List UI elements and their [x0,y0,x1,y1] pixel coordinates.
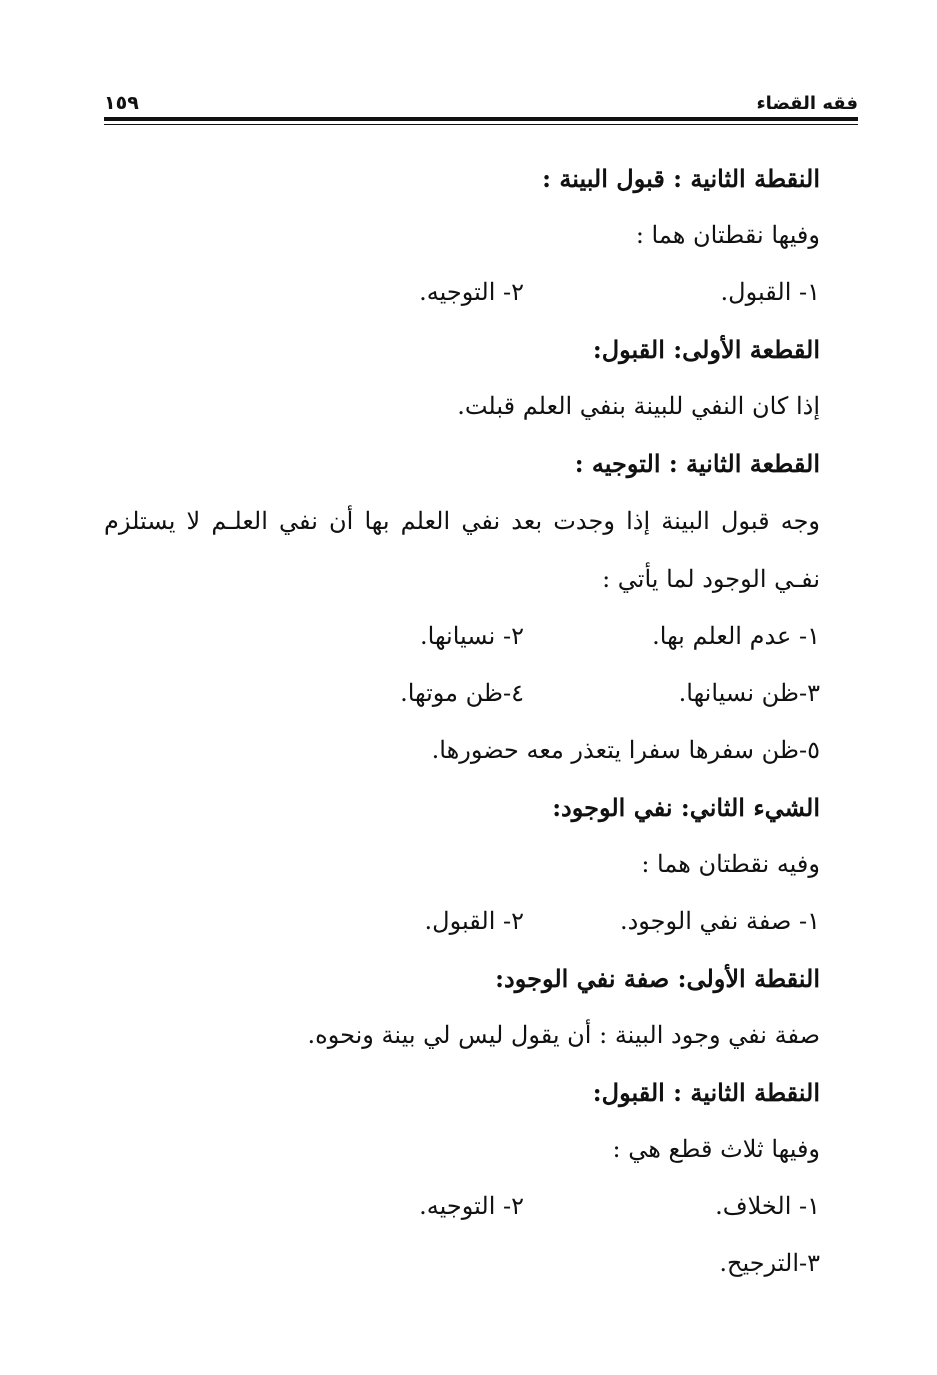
list-row-2 [104,608,820,665]
heading-first-point-negation-form: النقطة الأولى: صفة نفي الوجود: [495,964,820,993]
list-row-5 [104,1178,820,1235]
list-item-direction-2: ٢- التوجيه. [419,1192,524,1220]
list-item-acceptance-2: ٢- القبول. [424,907,524,935]
list-item-assumed-travel: ٥-ظن سفرها سفرا يتعذر معه حضورها. [431,736,820,764]
list-item-preference: ٣-الترجيح. [719,1249,820,1277]
list-item-disagreement: ١- الخلاف. [715,1192,820,1220]
heading-first-piece-acceptance: القطعة الأولى: القبول: [592,335,820,364]
page-body [104,150,820,1292]
heading-second-piece-direction: القطعة الثانية : التوجيه : [574,449,820,478]
list-row-4 [104,893,820,950]
list-row-1 [104,264,820,321]
paragraph-direction-explanation: وجه قبول البينة إذا وجدت بعد نفي العلم بها أن نفي العلـم لا يستلزم نفـي الوجود لما يأتي : [104,507,820,593]
running-title: فقه القضاء [756,93,858,114]
heading-second-thing-negation: الشيء الثاني: نفي الوجود: [552,793,820,822]
heading-second-point-acceptance-2: النقطة الثانية : القبول: [592,1078,820,1107]
running-header [104,84,858,114]
paragraph-three-pieces: وفيها ثلاث قطع هي : [612,1135,820,1163]
list-item-direction: ٢- التوجيه. [419,278,524,306]
list-item-acceptance: ١- القبول. [720,278,820,306]
paragraph-two-points-2: وفيه نقطتان هما : [641,850,820,878]
list-item-no-knowledge: ١- عدم العلم بها. [652,622,820,650]
list-item-assumed-forgetting: ٣-ظن نسيانها. [678,679,820,707]
paragraph-two-points: وفيها نقطتان هما : [635,221,820,249]
list-item-assumed-death: ٤-ظن موتها. [400,679,524,707]
list-item-negation-form: ١- صفة نفي الوجود. [619,907,820,935]
paragraph-knowledge-negation: إذا كان النفي للبينة بنفي العلم قبلت. [457,392,820,420]
header-rule-thick [104,117,858,121]
header-rule-thin [104,124,858,125]
heading-second-point-acceptance: النقطة الثانية : قبول البينة : [542,164,820,193]
list-item-forgetting: ٢- نسيانها. [420,622,524,650]
paragraph-negation-form: صفة نفي وجود البينة : أن يقول ليس لي بينة ونحوه. [307,1021,820,1049]
list-row-3 [104,665,820,722]
page-number: ١٥٩ [104,92,139,114]
